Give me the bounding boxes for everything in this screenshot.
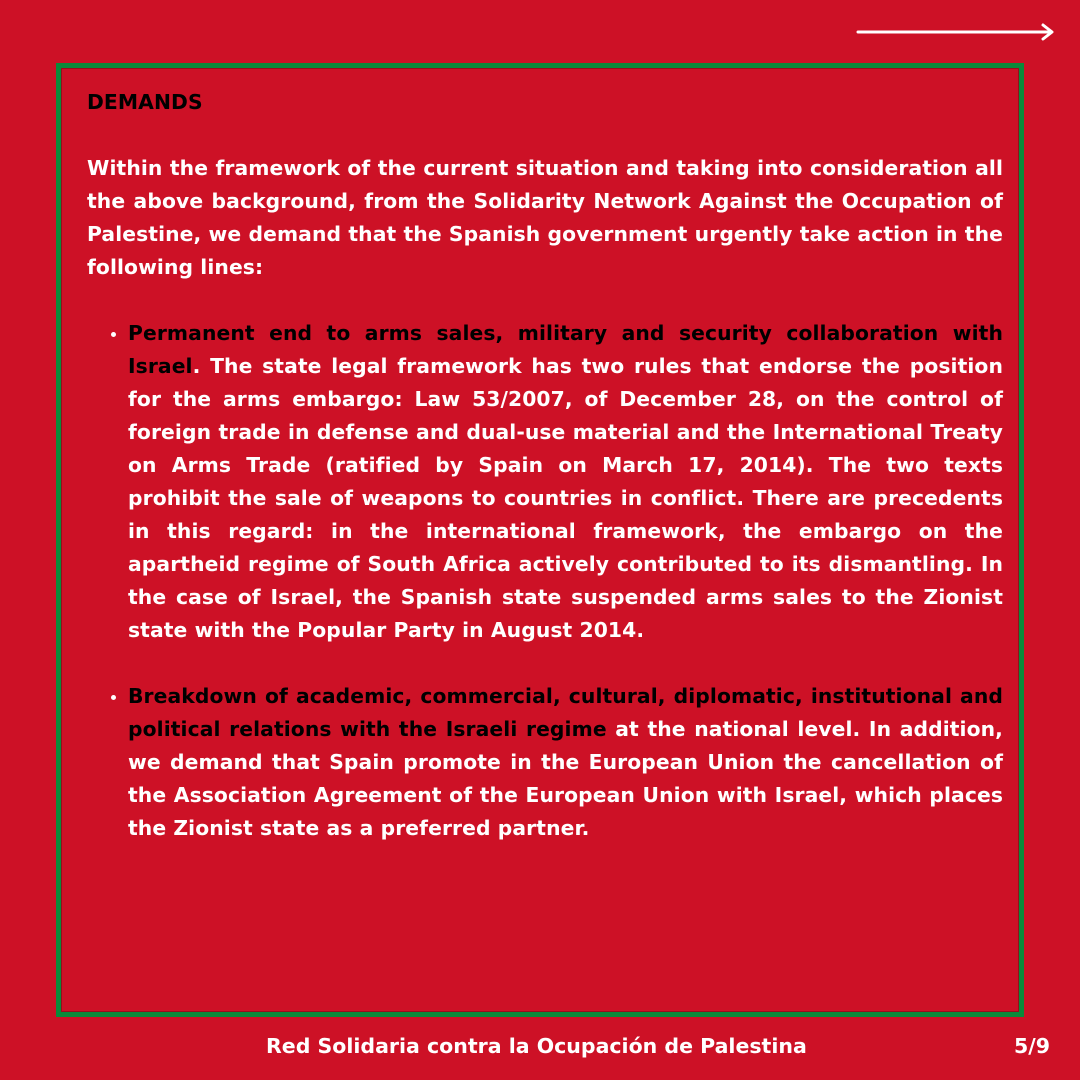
footer-organization: Red Solidaria contra la Ocupación de Palestina: [266, 1034, 807, 1058]
demand-emphasis: Permanent end to arms sales, military and security collaboration with Israel: [128, 321, 1003, 378]
list-item: [128, 680, 1003, 845]
demand-body: . The state legal framework has two rules that endorse the position for the arms embargo: Law 53/2007, of December 28, on the control of foreign trade in defense and dual-use material and the International Treaty on Arms Trade (ratified by Spain on March 17, 2014). The two texts prohibit the sale of weapons to countries in conflict. There are precedents in this regard: in the international framework, the embargo on the apartheid regime of South Africa actively contributed to its dismantling. In the case of Israel, the Spanish state suspended arms sales to the Zionist state with the Popular Party in August 2014.: [128, 354, 1003, 642]
demands-list: [87, 317, 1003, 845]
intro-paragraph: Within the framework of the current situation and taking into consideration all the above background, from the Solidarity Network Against the Occupation of Palestine, we demand that the Spanish government urgently take action in the following lines:: [87, 156, 1003, 279]
demand-emphasis: Breakdown of academic, commercial, cultural, diplomatic, institutional and political relations with the Israeli regime: [128, 684, 1003, 741]
demands-content: [87, 86, 1003, 878]
page-number: 5/9: [1014, 1034, 1051, 1058]
demand-body: at the national level. In addition, we demand that Spain promote in the European Union the cancellation of the Association Agreement of the European Union with Israel, which places the Zionist state as a preferred partner.: [128, 717, 1003, 840]
section-heading: DEMANDS: [87, 90, 203, 114]
arrow-right-icon[interactable]: [856, 22, 1056, 42]
list-item: [128, 317, 1003, 647]
demands-panel: [56, 63, 1024, 1017]
